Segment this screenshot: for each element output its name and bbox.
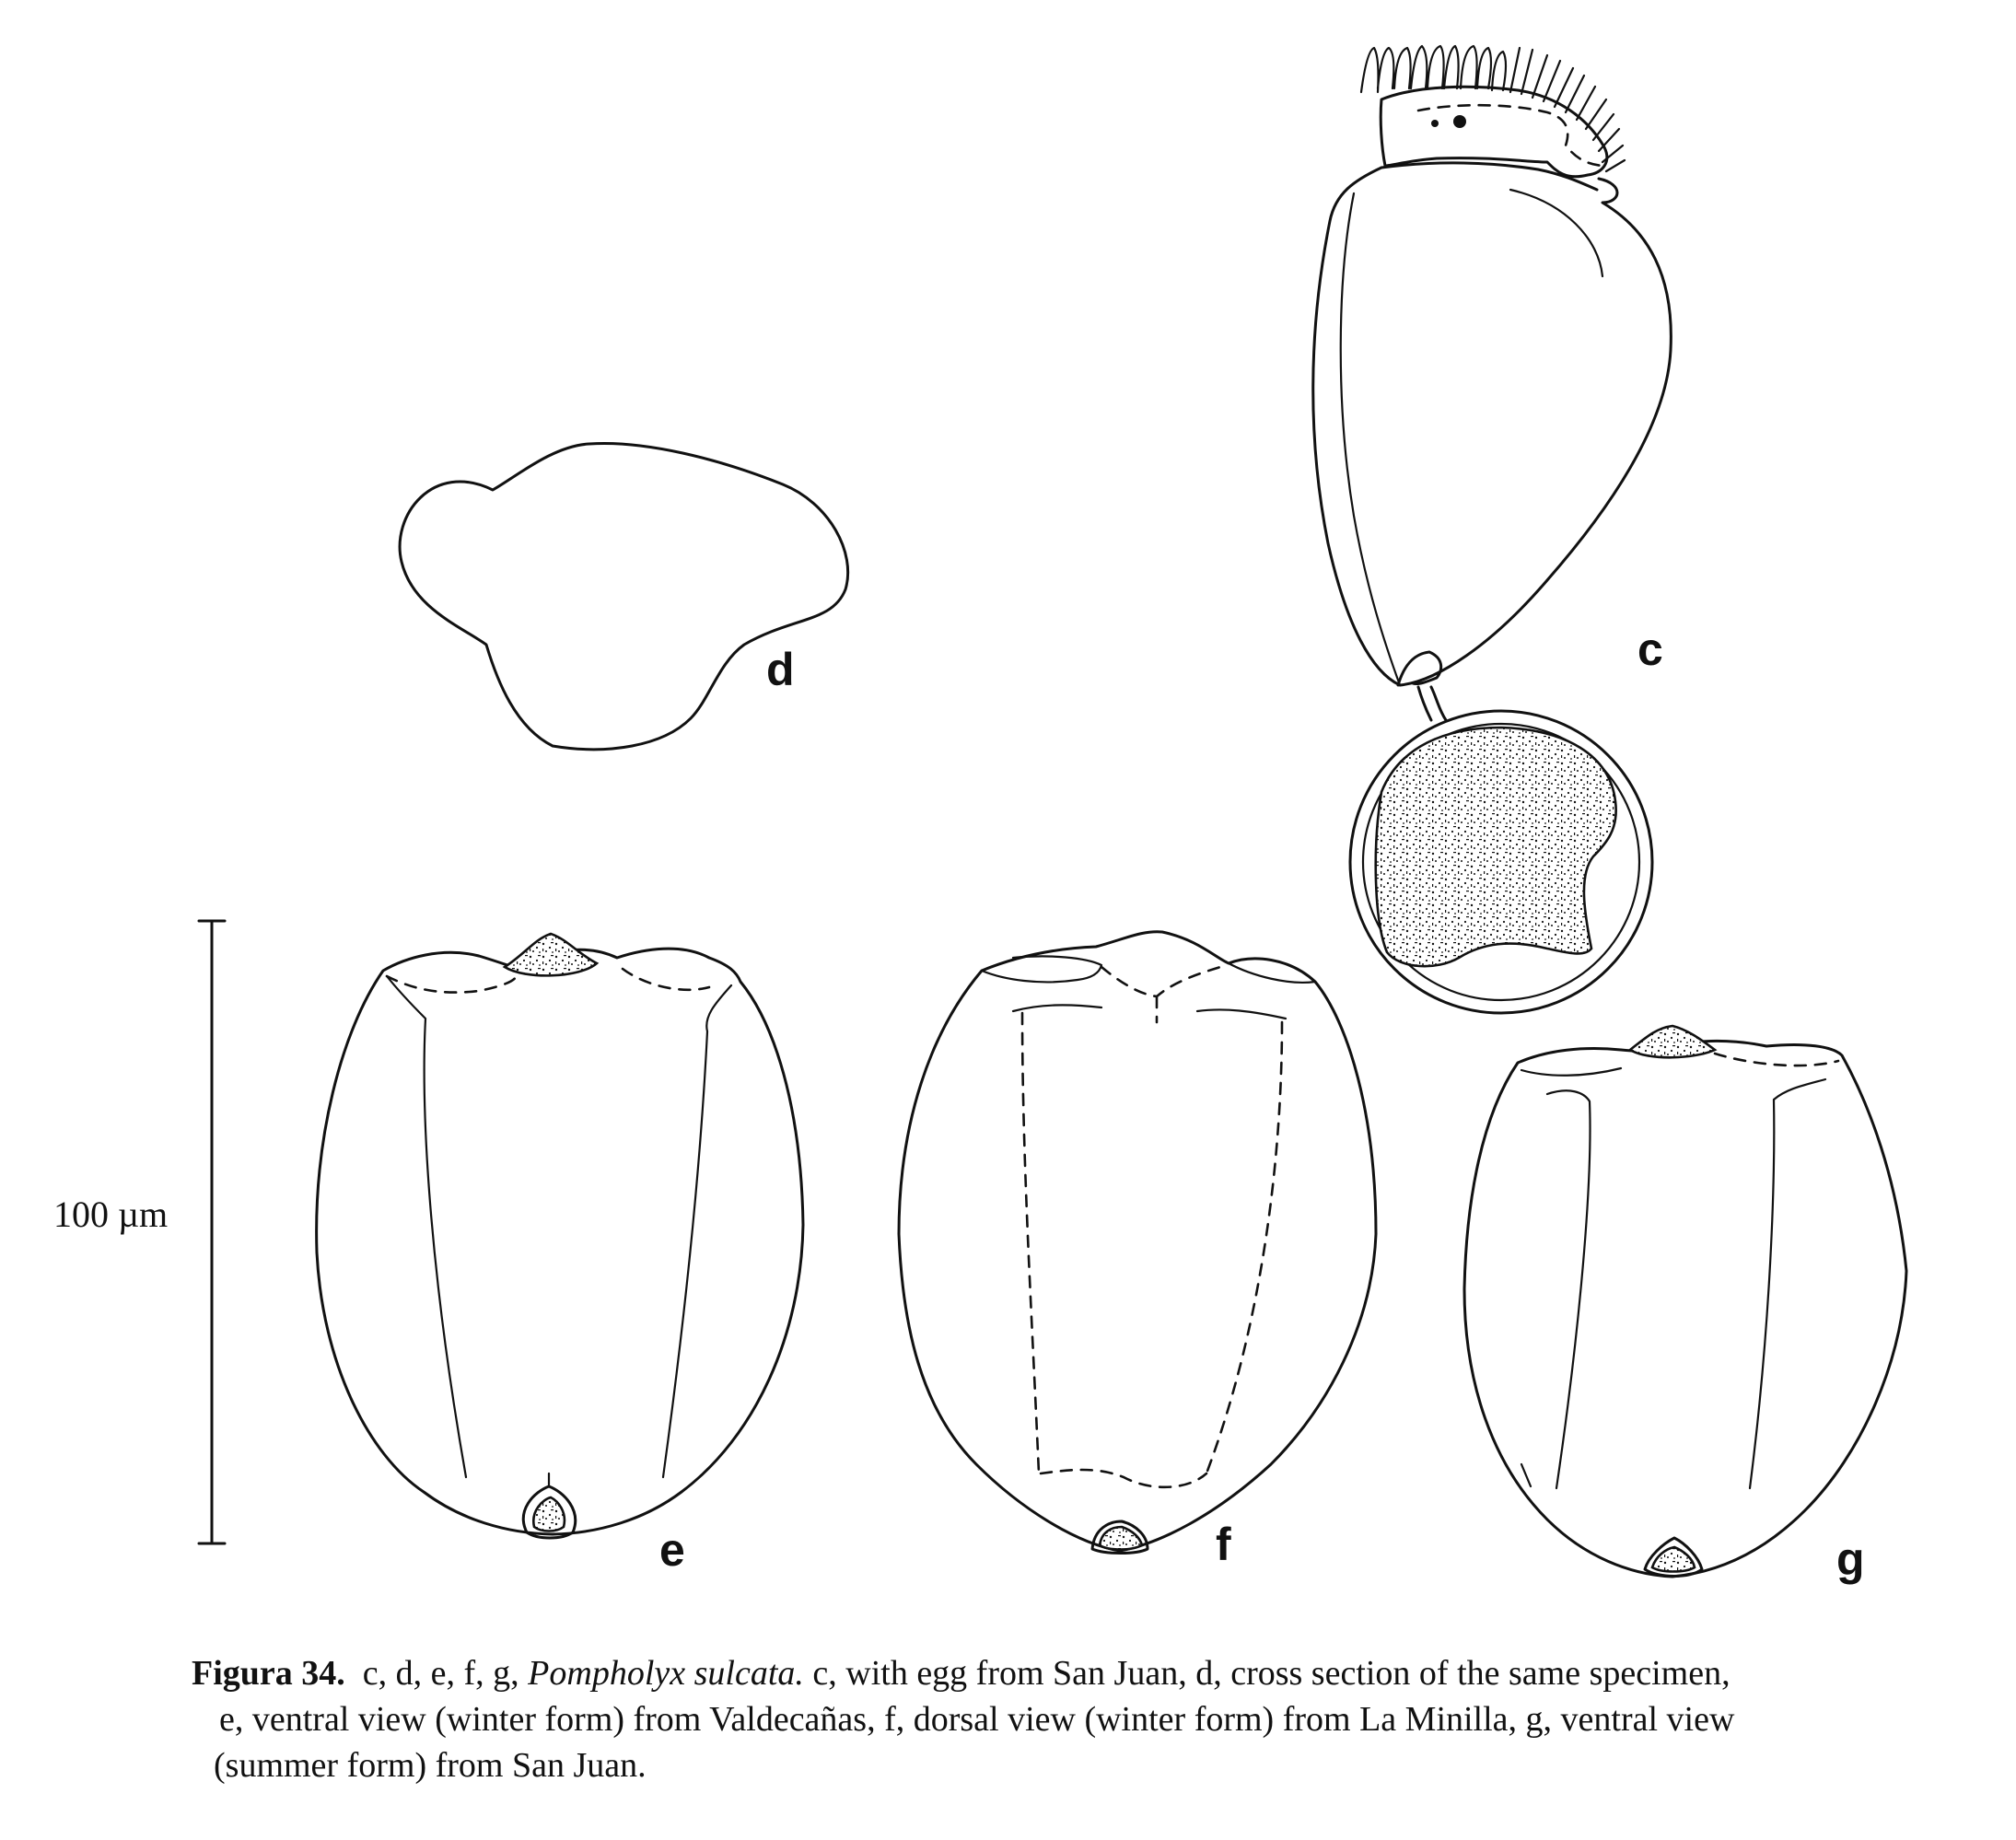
caption-figure-number: Figura 34. xyxy=(192,1654,345,1693)
caption-line-3: (summer form) from San Juan. xyxy=(214,1746,647,1785)
caption-line-2: e, ventral view (winter form) from Valdecañas, f, dorsal view (winter form) from La Minilla, g, ventral view xyxy=(219,1700,1735,1739)
anterior-spine-g xyxy=(1630,1026,1715,1057)
egg-yolk-mass xyxy=(1376,728,1616,966)
panel-label-f: f xyxy=(1216,1519,1231,1570)
panel-f-dorsal-winter xyxy=(899,932,1376,1554)
panel-d-cross-section xyxy=(400,443,848,749)
panel-label-g: g xyxy=(1836,1533,1865,1585)
scale-bar-label: 100 µm xyxy=(53,1194,169,1235)
figure-caption xyxy=(192,1650,1997,1788)
caption-species-name: Pompholyx sulcata. xyxy=(528,1654,804,1693)
panel-label-c: c xyxy=(1637,623,1663,675)
panel-c-specimen-with-egg xyxy=(1313,46,1672,1013)
panel-e-ventral-winter xyxy=(317,934,803,1538)
panel-label-d: d xyxy=(766,644,795,695)
corona-cilia xyxy=(1361,46,1625,171)
caption-line-1-text: c, with egg from San Juan, d, cross section of the same specimen, xyxy=(812,1654,1730,1693)
scale-bar xyxy=(199,921,225,1543)
panel-label-e: e xyxy=(659,1524,685,1576)
caption-panels: c, d, e, f, g, xyxy=(362,1654,519,1693)
anterior-spine-e xyxy=(505,934,597,975)
panel-g-ventral-summer xyxy=(1464,1026,1906,1577)
caption-line-1 xyxy=(192,1650,1997,1696)
